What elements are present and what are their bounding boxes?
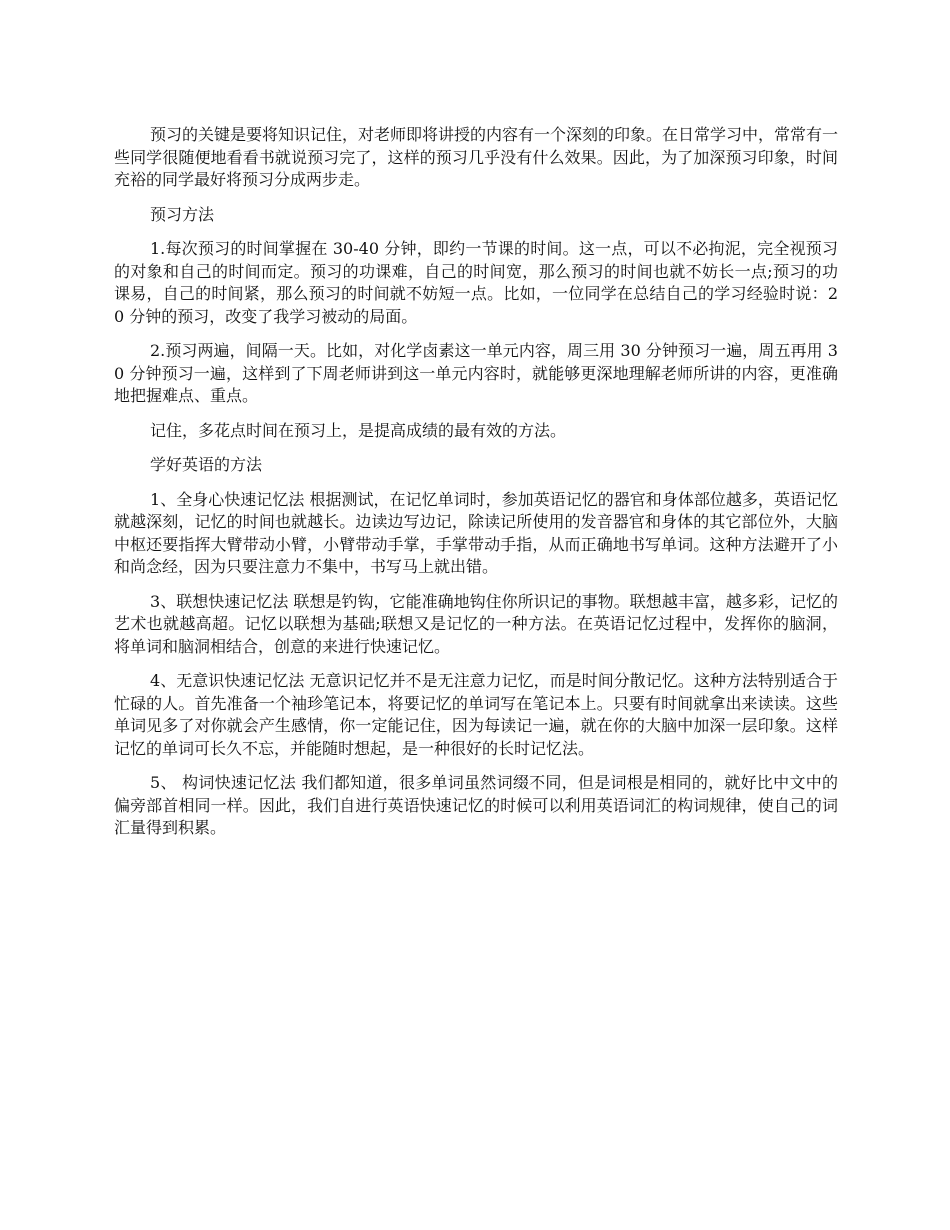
document-page bbox=[114, 124, 838, 852]
para-preview-method-2: 2.预习两遍，间隔一天。比如，对化学卤素这一单元内容，周三用 30 分钟预习一遍，周五再用 30 分钟预习一遍，这样到了下周老师讲到这一单元内容时，就能够更深地理解老师所讲的内容，更准确地把握难点、重点。 bbox=[114, 341, 838, 405]
para-preview-summary: 记住，多花点时间在预习上，是提高成绩的最有效的方法。 bbox=[150, 420, 567, 440]
para-preview-key: 预习的关键是要将知识记住，对老师即将讲授的内容有一个深刻的印象。在日常学习中，常常有一些同学很随便地看看书就说预习完了，这样的预习几乎没有什么效果。因此，为了加深预习印象，时间充裕的同学最好将预习分成两步走。 bbox=[114, 125, 839, 189]
heading-english-methods: 学好英语的方法 bbox=[150, 455, 263, 474]
para-english-method-1: 1、全身心快速记忆法 根据测试，在记忆单词时，参加英语记忆的器官和身体部位越多，英语记忆就越深刻，记忆的时间也就越长。边读边写边记，除读记所使用的发音器官和身体的其它部位外，大脑中枢还要指挥大臂带动小臂，小臂带动手掌，手掌带动手指，从而正确地书写单词。这种方法避开了小和尚念经，因为只要注意力不集中，书写马上就出错。 bbox=[114, 489, 838, 576]
para-english-method-3: 3、联想快速记忆法 联想是钓钩，它能准确地钩住你所识记的事物。联想越丰富，越多彩，记忆的艺术也就越高超。记忆以联想为基础;联想又是记忆的一种方法。在英语记忆过程中，发挥你的脑洞，将单词和脑洞相结合，创意的来进行快速记忆。 bbox=[114, 591, 838, 656]
para-english-method-4: 4、无意识快速记忆法 无意识记忆并不是无注意力记忆，而是时间分散记忆。这种方法特别适合于忙碌的人。首先准备一个袖珍笔记本，将要记忆的单词写在笔记本上。只要有时间就拿出来读读。这些单词见多了对你就会产生感情，你一定能记住，因为每读记一遍，就在你的大脑中加深一层印象。这样记忆的单词可长久不忘，并能随时想起，是一种很好的长时记忆法。 bbox=[114, 671, 838, 758]
para-english-method-5: 5、 构词快速记忆法 我们都知道，很多单词虽然词缀不同，但是词根是相同的，就好比中文中的偏旁部首相同一样。因此，我们自进行英语快速记忆的时候可以利用英语词汇的构词规律，使自己的词汇量得到积累。 bbox=[114, 773, 838, 837]
para-preview-method-1: 1.每次预习的时间掌握在 30-40 分钟，即约一节课的时间。这一点，可以不必拘泥，完全视预习的对象和自己的时间而定。预习的功课难，自己的时间宽，那么预习的时间也就不妨长一点;预习的功课易，自己的时间紧，那么预习的时间就不妨短一点。比如，一位同学在总结自己的学习经验时说：20 分钟的预习，改变了我学习被动的局面。 bbox=[114, 239, 838, 326]
heading-preview-methods: 预习方法 bbox=[150, 204, 215, 224]
